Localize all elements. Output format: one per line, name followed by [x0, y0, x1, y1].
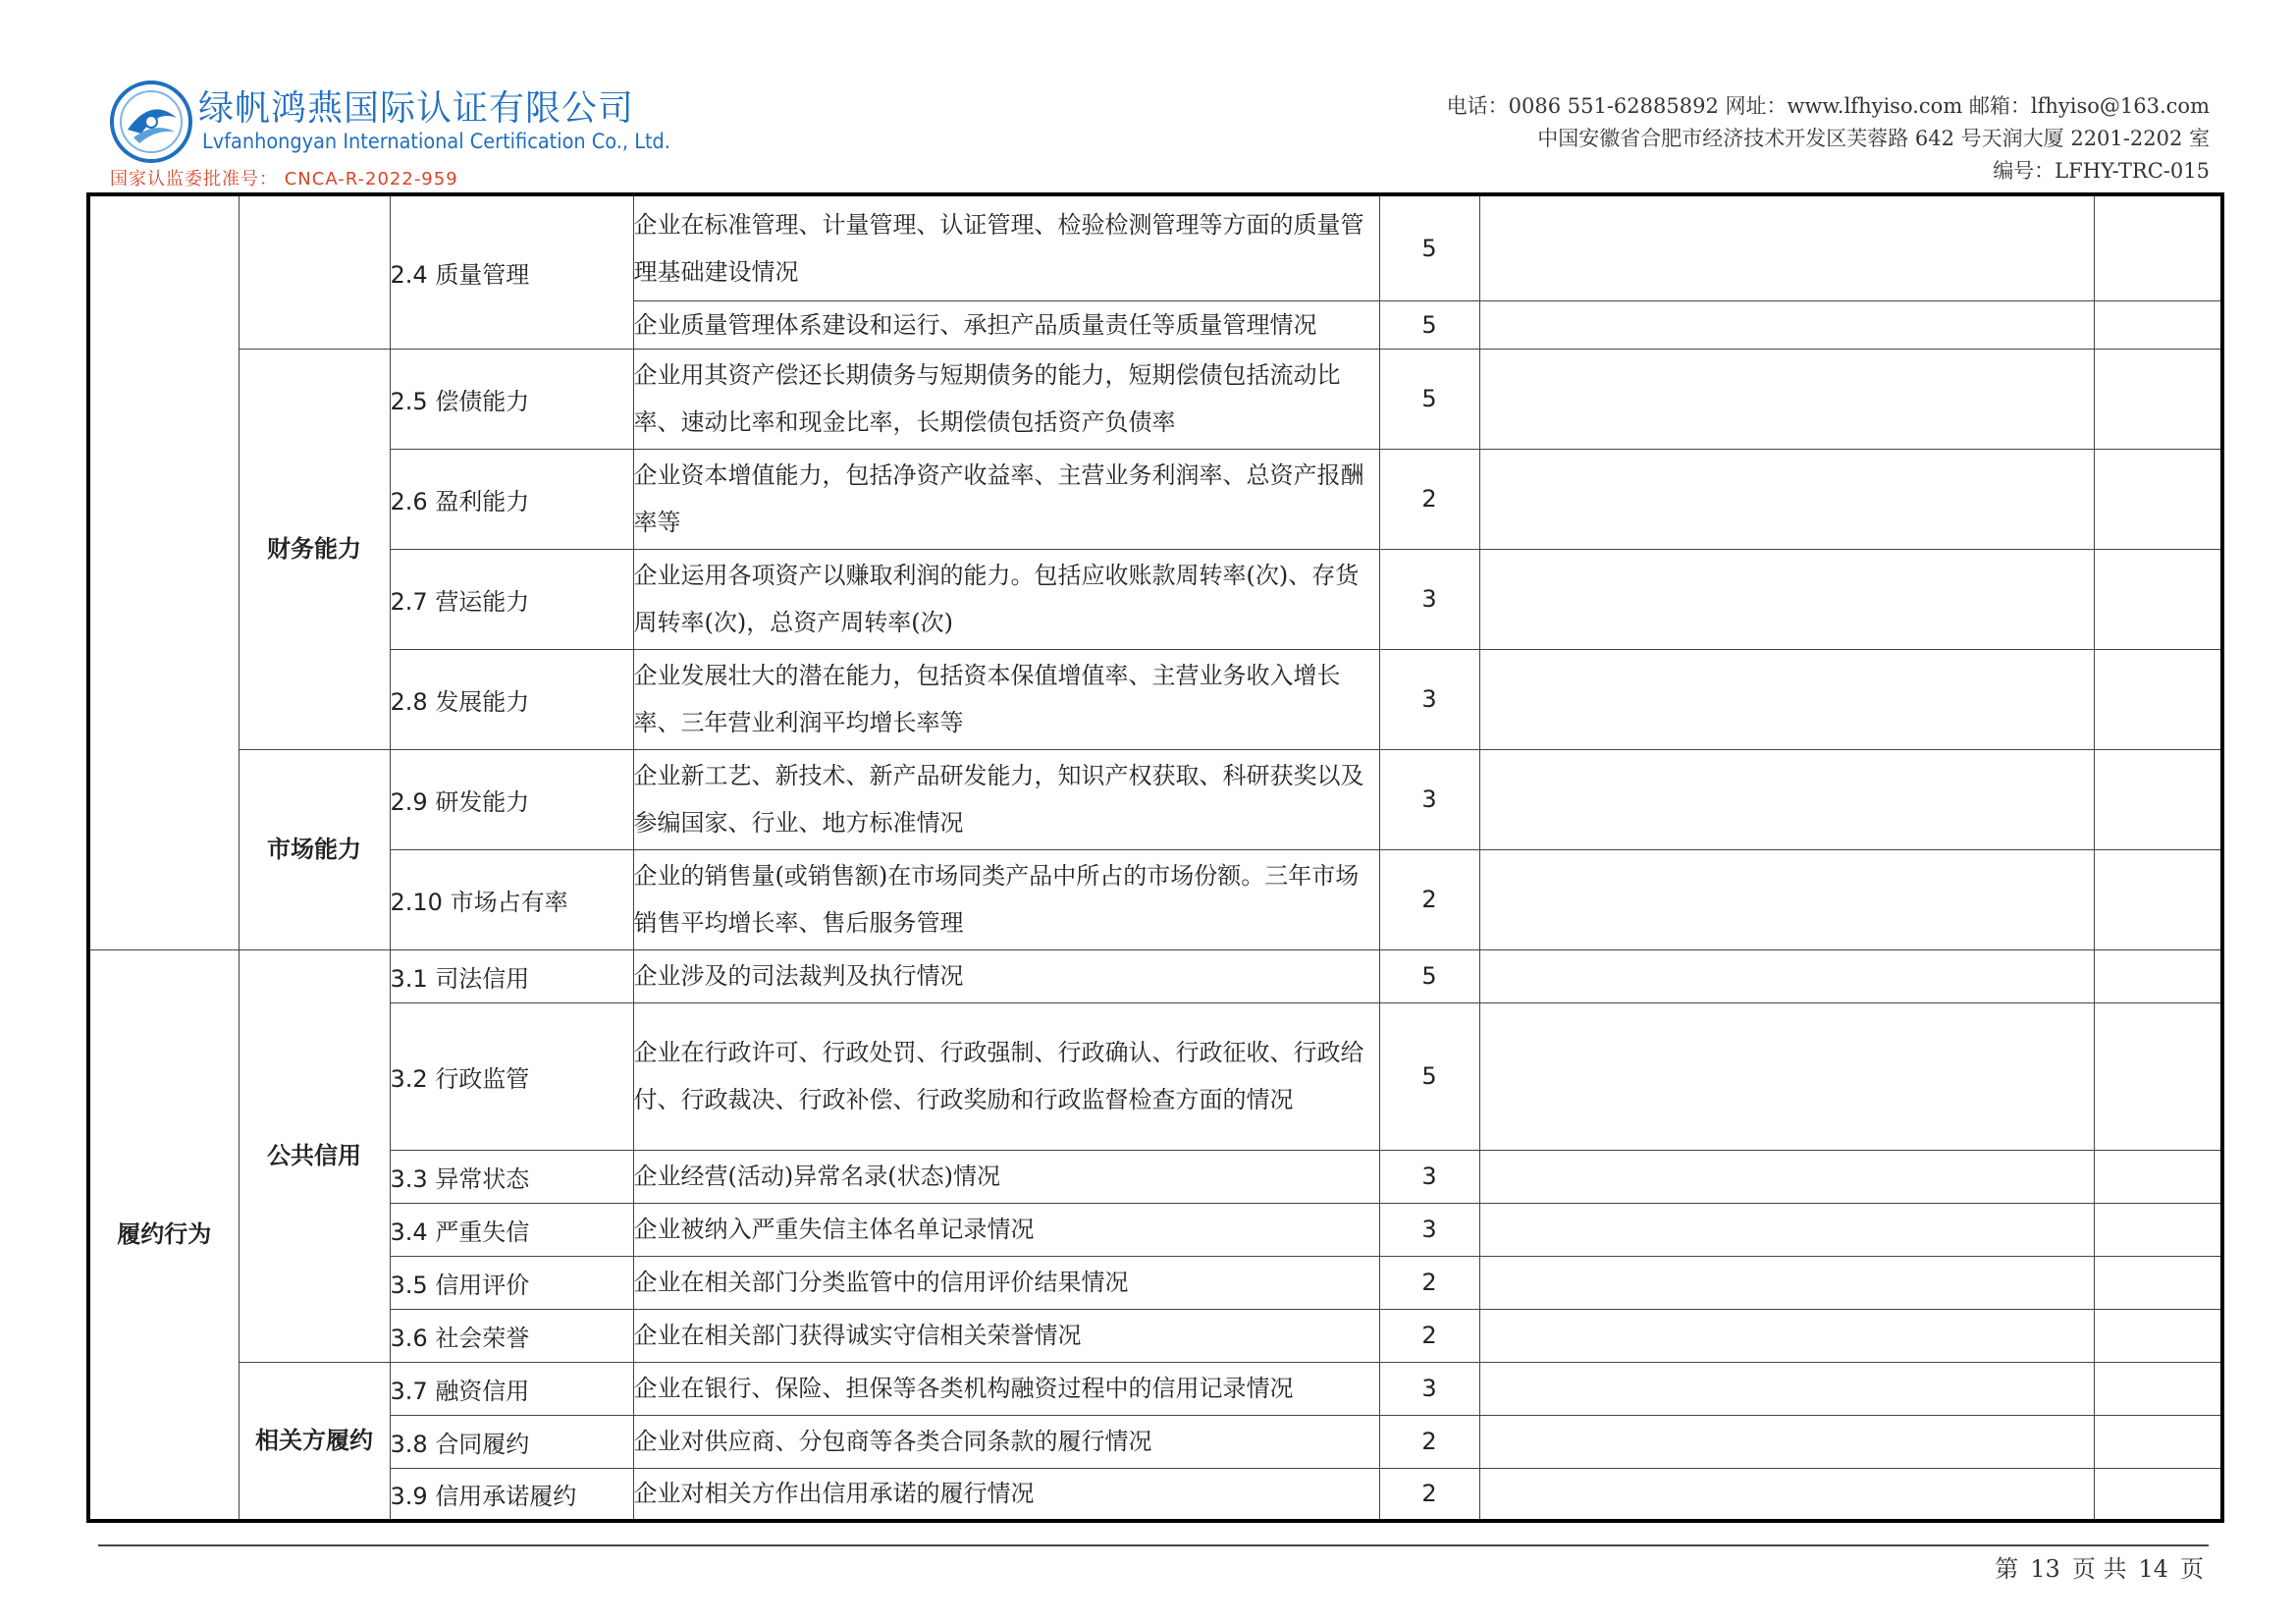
blank-cell	[2094, 349, 2222, 449]
blank-cell	[1479, 1468, 2094, 1521]
description-cell: 企业对相关方作出信用承诺的履行情况	[633, 1468, 1379, 1521]
description-cell: 企业的销售量(或销售额)在市场同类产品中所占的市场份额。三年市场销售平均增长率、售后服务管理	[633, 849, 1379, 949]
page-suffix: 页	[2180, 1555, 2204, 1583]
table-row	[88, 349, 2222, 449]
item-cell: 2.4 质量管理	[390, 194, 633, 349]
item-cell: 3.3 异常状态	[390, 1150, 633, 1203]
company-name-en: Lvfanhongyan International Certification Co., Ltd.	[202, 130, 670, 153]
blank-cell	[2094, 1256, 2222, 1309]
description-cell: 企业在行政许可、行政处罚、行政强制、行政确认、行政征收、行政给付、行政裁决、行政补偿、行政奖励和行政监督检查方面的情况	[633, 1002, 1379, 1150]
level2-empty-cell	[239, 194, 390, 349]
description-cell: 企业运用各项资产以赚取利润的能力。包括应收账款周转率(次)、存货周转率(次)，总资产周转率(次)	[633, 549, 1379, 649]
address-line: 中国安徽省合肥市经济技术开发区芙蓉路 642 号天润大厦 2201-2202 室	[1537, 127, 2210, 150]
page-prefix: 第	[1995, 1555, 2019, 1583]
blank-cell	[1479, 300, 2094, 349]
blank-cell	[1479, 1309, 2094, 1362]
table-row	[88, 549, 2222, 649]
table-row	[88, 194, 2222, 300]
score-cell: 3	[1379, 749, 1479, 849]
table-row	[88, 1002, 2222, 1150]
blank-cell	[1479, 1002, 2094, 1150]
page-current: 13	[2030, 1555, 2060, 1583]
score-cell: 5	[1379, 194, 1479, 300]
company-logo	[108, 71, 697, 189]
document-code: 编号：LFHY-TRC-015	[1993, 159, 2210, 183]
score-cell: 3	[1379, 549, 1479, 649]
level1-empty-cell	[88, 194, 239, 949]
description-cell: 企业对供应商、分包商等各类合同条款的履行情况	[633, 1415, 1379, 1468]
blank-cell	[1479, 1415, 2094, 1468]
blank-cell	[1479, 649, 2094, 749]
score-cell: 2	[1379, 849, 1479, 949]
company-emblem-icon	[108, 79, 194, 165]
description-cell: 企业质量管理体系建设和运行、承担产品质量责任等质量管理情况	[633, 300, 1379, 349]
table-row	[88, 949, 2222, 1002]
group-finance: 财务能力	[239, 349, 390, 749]
item-cell: 3.8 合同履约	[390, 1415, 633, 1468]
score-cell: 2	[1379, 449, 1479, 549]
blank-cell	[1479, 1256, 2094, 1309]
blank-cell	[1479, 749, 2094, 849]
blank-cell	[2094, 1150, 2222, 1203]
item-cell: 2.6 盈利能力	[390, 449, 633, 549]
blank-cell	[2094, 1203, 2222, 1256]
blank-cell	[1479, 194, 2094, 300]
description-cell: 企业资本增值能力，包括净资产收益率、主营业务利润率、总资产报酬率等	[633, 449, 1379, 549]
score-cell: 2	[1379, 1468, 1479, 1521]
page-number	[1989, 1549, 2210, 1584]
blank-cell	[2094, 849, 2222, 949]
header-info	[1447, 90, 2210, 188]
blank-cell	[2094, 949, 2222, 1002]
item-cell: 3.1 司法信用	[390, 949, 633, 1002]
blank-cell	[1479, 549, 2094, 649]
item-cell: 3.2 行政监管	[390, 1002, 633, 1150]
contact-line: 电话：0086 551-62885892 网址：www.lfhyiso.com 邮箱：lfhyiso@163.com	[1446, 94, 2210, 118]
score-cell: 5	[1379, 300, 1479, 349]
score-cell: 5	[1379, 1002, 1479, 1150]
item-cell: 3.9 信用承诺履约	[390, 1468, 633, 1521]
description-cell: 企业发展壮大的潜在能力，包括资本保值增值率、主营业务收入增长率、三年营业利润平均增长率等	[633, 649, 1379, 749]
blank-cell	[1479, 1362, 2094, 1415]
table-row	[88, 449, 2222, 549]
blank-cell	[1479, 349, 2094, 449]
blank-cell	[2094, 649, 2222, 749]
blank-cell	[2094, 300, 2222, 349]
blank-cell	[2094, 1468, 2222, 1521]
blank-cell	[1479, 949, 2094, 1002]
table-row	[88, 1362, 2222, 1415]
score-cell: 5	[1379, 349, 1479, 449]
description-cell: 企业在银行、保险、担保等各类机构融资过程中的信用记录情况	[633, 1362, 1379, 1415]
score-cell: 3	[1379, 1150, 1479, 1203]
score-cell: 3	[1379, 1203, 1479, 1256]
company-name-cn: 绿帆鸿燕国际认证有限公司	[198, 88, 635, 129]
description-cell: 企业在相关部门分类监管中的信用评价结果情况	[633, 1256, 1379, 1309]
footer-divider	[98, 1544, 2209, 1546]
table-row	[88, 1309, 2222, 1362]
page-total: 14	[2138, 1555, 2168, 1583]
score-cell: 3	[1379, 649, 1479, 749]
blank-cell	[2094, 1415, 2222, 1468]
blank-cell	[2094, 1002, 2222, 1150]
group-market: 市场能力	[239, 749, 390, 949]
page-mid: 页 共	[2071, 1555, 2127, 1583]
blank-cell	[2094, 1309, 2222, 1362]
table-row	[88, 1203, 2222, 1256]
description-cell: 企业涉及的司法裁判及执行情况	[633, 949, 1379, 1002]
group-stakeholder: 相关方履约	[239, 1362, 390, 1521]
blank-cell	[2094, 549, 2222, 649]
blank-cell	[2094, 1362, 2222, 1415]
blank-cell	[1479, 1150, 2094, 1203]
blank-cell	[2094, 749, 2222, 849]
item-cell: 3.5 信用评价	[390, 1256, 633, 1309]
description-cell: 企业被纳入严重失信主体名单记录情况	[633, 1203, 1379, 1256]
item-cell: 2.10 市场占有率	[390, 849, 633, 949]
evaluation-table	[86, 192, 2224, 1523]
item-cell: 2.7 营运能力	[390, 549, 633, 649]
table-row	[88, 849, 2222, 949]
blank-cell	[1479, 849, 2094, 949]
description-cell: 企业在标准管理、计量管理、认证管理、检验检测管理等方面的质量管理基础建设情况	[633, 194, 1379, 300]
description-cell: 企业经营(活动)异常名录(状态)情况	[633, 1150, 1379, 1203]
item-cell: 3.7 融资信用	[390, 1362, 633, 1415]
score-cell: 3	[1379, 1362, 1479, 1415]
table-row	[88, 649, 2222, 749]
table-row	[88, 1468, 2222, 1521]
table-row	[88, 749, 2222, 849]
score-cell: 5	[1379, 949, 1479, 1002]
item-cell: 3.4 严重失信	[390, 1203, 633, 1256]
blank-cell	[1479, 449, 2094, 549]
item-cell: 2.8 发展能力	[390, 649, 633, 749]
blank-cell	[2094, 449, 2222, 549]
description-cell: 企业用其资产偿还长期债务与短期债务的能力，短期偿债包括流动比率、速动比率和现金比率，长期偿债包括资产负债率	[633, 349, 1379, 449]
blank-cell	[2094, 194, 2222, 300]
blank-cell	[1479, 1203, 2094, 1256]
table-row	[88, 1150, 2222, 1203]
score-cell: 2	[1379, 1415, 1479, 1468]
score-cell: 2	[1379, 1309, 1479, 1362]
group-performance: 履约行为	[88, 949, 239, 1521]
page-header	[0, 0, 2296, 192]
table-row	[88, 1256, 2222, 1309]
approval-number: 国家认监委批准号： CNCA-R-2022-959	[110, 169, 458, 189]
item-cell: 2.5 偿债能力	[390, 349, 633, 449]
group-public-credit: 公共信用	[239, 949, 390, 1362]
item-cell: 3.6 社会荣誉	[390, 1309, 633, 1362]
item-cell: 2.9 研发能力	[390, 749, 633, 849]
score-cell: 2	[1379, 1256, 1479, 1309]
description-cell: 企业在相关部门获得诚实守信相关荣誉情况	[633, 1309, 1379, 1362]
description-cell: 企业新工艺、新技术、新产品研发能力，知识产权获取、科研获奖以及参编国家、行业、地方标准情况	[633, 749, 1379, 849]
table-row	[88, 1415, 2222, 1468]
